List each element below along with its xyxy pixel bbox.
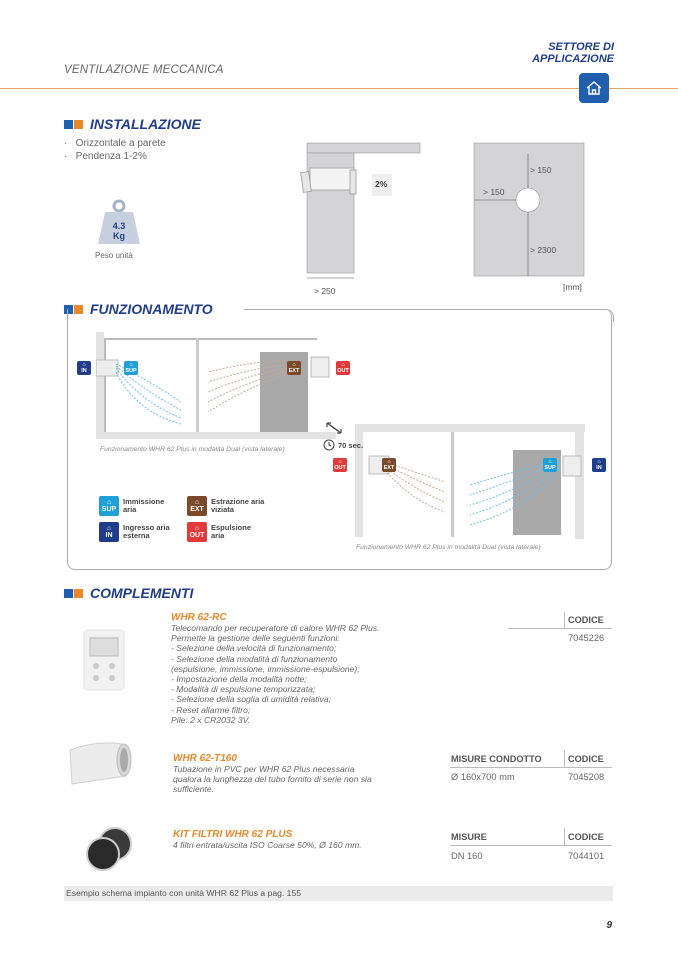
codice-header: CODICE: [568, 754, 604, 764]
dim-150-left: > 150: [483, 187, 505, 197]
installazione-heading: INSTALLAZIONE: [64, 116, 201, 132]
product-name: KIT FILTRI WHR 62 PLUS: [173, 829, 293, 840]
side-view-diagram: [290, 140, 430, 300]
weight-value: 4.3 Kg: [112, 221, 126, 241]
bullet-2: · Pendenza 1-2%: [64, 150, 147, 162]
header-divider: [0, 88, 678, 89]
footer-note: Esempio schema impianto con unità WHR 62 Plus a pag. 155: [64, 886, 613, 901]
legend-out: ⌂ OUT Espulsione aria: [187, 522, 251, 542]
home-icon: [585, 79, 603, 97]
badge-ext-bottom: ⌂ EXT: [383, 459, 395, 471]
remote-control-image: [82, 628, 126, 692]
codice-header: CODICE: [568, 615, 604, 625]
bullet-1: · Orizzontale a parete: [64, 138, 166, 149]
misure-value: DN 160: [451, 851, 483, 861]
codice-value: 7045226: [568, 633, 605, 643]
dim-250: > 250: [314, 286, 336, 296]
room-scheme-bottom: [355, 420, 590, 545]
badge-in-top: ⌂ IN: [77, 361, 91, 375]
legend-sup: ⌂ SUP Immissione aria: [99, 496, 181, 516]
installazione-bullets: [64, 138, 166, 163]
home-button[interactable]: [579, 73, 609, 103]
funzionamento-heading: FUNZIONAMENTO: [64, 301, 213, 317]
misure-header: MISURE: [451, 832, 487, 842]
caption-bottom: Funzionamento WHR 62 Plus in modalità Dual (vista laterale): [356, 544, 541, 551]
badge-out-bottom: ⌂ OUT: [334, 459, 346, 471]
sector-line1: SETTORE DI: [548, 41, 614, 53]
legend: [99, 496, 279, 542]
legend-in: ⌂ IN Ingresso aria esterna: [99, 522, 181, 542]
badge-sup-top: ⌂ SUP: [125, 362, 137, 374]
section-title: VENTILAZIONE MECCANICA: [64, 64, 224, 76]
codice-header: CODICE: [568, 832, 604, 842]
badge-out-top: ⌂ OUT: [337, 362, 349, 374]
front-view-diagram: [470, 140, 590, 280]
unit-mm: [mm]: [563, 282, 582, 292]
codice-value: 7045208: [568, 772, 605, 782]
sector-line2: APPLICAZIONE: [532, 53, 614, 65]
filter-kit-image: [83, 826, 133, 872]
swap-arrows-icon: [324, 419, 344, 437]
product-description: 4 filtri entrata/uscita ISO Coarse 50%, Ø 160 mm.: [173, 840, 362, 850]
misure-value: Ø 160x700 mm: [451, 772, 515, 782]
misure-header: MISURE CONDOTTO: [451, 754, 542, 764]
legend-ext: ⌂ EXT Estrazione aria viziata: [187, 496, 264, 516]
weight-label: Peso unità: [95, 251, 133, 260]
dim-2300: > 2300: [530, 245, 557, 255]
product-name: WHR 62-T160: [173, 753, 237, 764]
product-name: WHR 62-RC: [171, 612, 227, 623]
product-description: Telecomando per recuperatore di calore WHR 62 Plus. Permette la gestione delle seguenti funzioni: - Selezione della velocità di funzionamento; - Selezione della modalità di funzionamento (espulsione, immissione, immissione-espulsione); - Impostazione della modalità notte; - Modalità di espulsione temporizzata; - Selezione della soglia di umidità relativa; - Reset allarme filtro; Pile: 2 x CR2032 3V.: [171, 623, 380, 725]
product-pipe: [173, 753, 433, 795]
badge-ext-top: ⌂ EXT: [288, 362, 300, 374]
pvc-pipe-image: [66, 740, 132, 786]
page-number: 9: [606, 920, 612, 931]
product-remote: [171, 612, 441, 725]
badge-in-bottom: ⌂ IN: [592, 458, 606, 472]
complementi-heading: COMPLEMENTI: [64, 585, 193, 601]
badge-sup-bottom: ⌂ SUP: [544, 459, 556, 471]
caption-top: Funzionamento WHR 62 Plus in modalità Dual (vista laterale): [100, 446, 285, 453]
slope-label: 2%: [375, 179, 388, 189]
dim-150-top: > 150: [530, 165, 552, 175]
clock-icon: [323, 439, 335, 451]
product-description: Tubazione in PVC per WHR 62 Plus necessaria qualora la lunghezza del tubo fornito di serie non sia sufficiente.: [173, 764, 372, 795]
room-scheme-top: [96, 322, 341, 447]
codice-value: 7044101: [568, 851, 605, 861]
timer: 70 sec.: [323, 439, 363, 451]
product-filters: [173, 829, 433, 850]
sector-label: [532, 41, 614, 65]
